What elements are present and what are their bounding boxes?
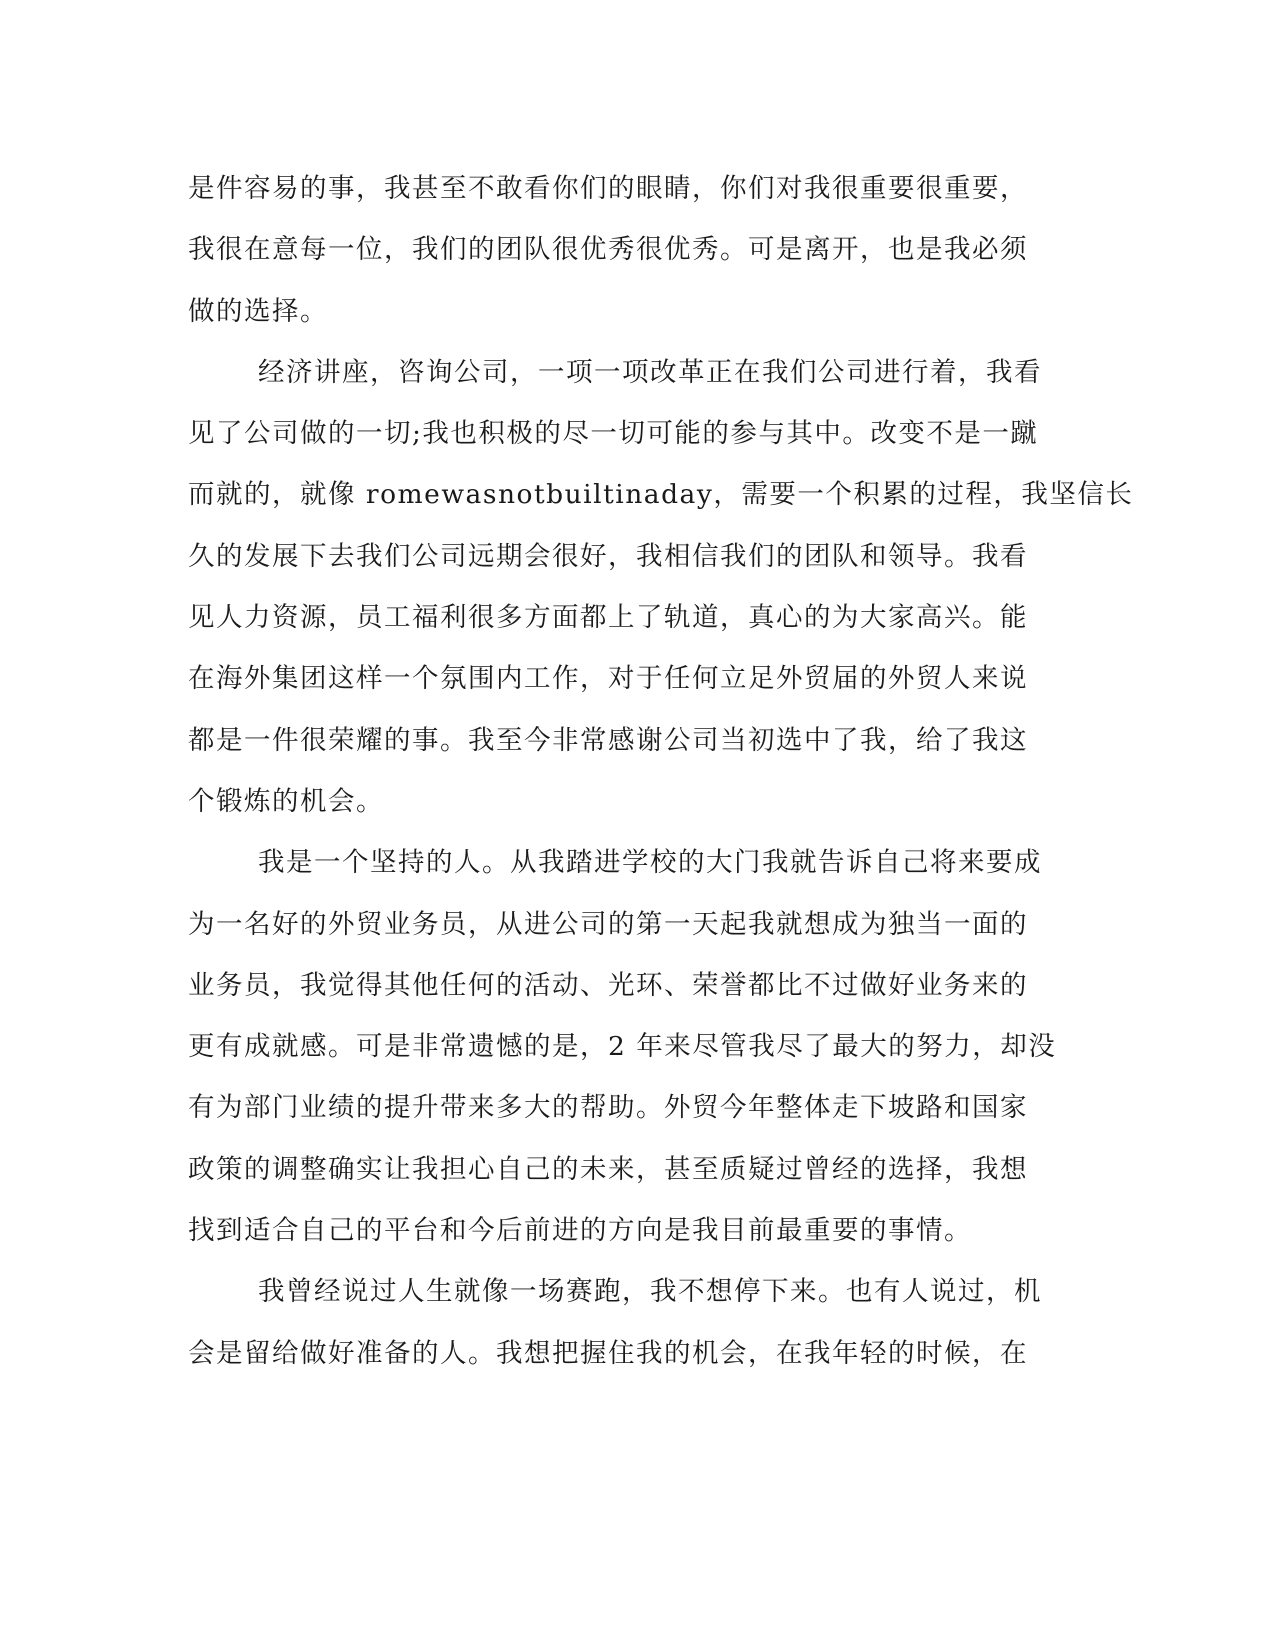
text-line: 都是一件很荣耀的事。我至今非常感谢公司当初选中了我，给了我这: [188, 724, 1028, 756]
text-line: 为一名好的外贸业务员，从进公司的第一天起我就想成为独当一面的: [188, 908, 1028, 940]
text-line: 经济讲座，咨询公司，一项一项改革正在我们公司进行着，我看: [258, 356, 1042, 388]
text-line: 在海外集团这样一个氛围内工作，对于任何立足外贸届的外贸人来说: [188, 663, 1028, 695]
text-line: 业务员，我觉得其他任何的活动、光环、荣誉都比不过做好业务来的: [188, 969, 1028, 1001]
text-line: 会是留给做好准备的人。我想把握住我的机会，在我年轻的时候，在: [188, 1337, 1028, 1369]
text-line: 做的选择。: [188, 295, 328, 327]
text-line: 更有成就感。可是非常遗憾的是，2 年来尽管我尽了最大的努力，却没: [188, 1031, 1057, 1063]
text-line: 个锻炼的机会。: [188, 785, 384, 817]
text-line: 有为部门业绩的提升带来多大的帮助。外贸今年整体走下坡路和国家: [188, 1092, 1028, 1124]
text-line: 见了公司做的一切;我也积极的尽一切可能的参与其中。改变不是一蹴: [188, 418, 1039, 450]
text-line: 政策的调整确实让我担心自己的未来，甚至质疑过曾经的选择，我想: [188, 1153, 1028, 1185]
body-text: [188, 158, 1134, 1384]
text-line: 而就的，就像 romewasnotbuiltinaday，需要一个积累的过程，我坚信长: [188, 479, 1134, 511]
text-line: 我曾经说过人生就像一场赛跑，我不想停下来。也有人说过，机: [258, 1276, 1042, 1308]
text-line: 是件容易的事，我甚至不敢看你们的眼睛，你们对我很重要很重要，: [188, 173, 1028, 204]
text-line: 我很在意每一位，我们的团队很优秀很优秀。可是离开，也是我必须: [188, 234, 1028, 266]
text-line: 找到适合自己的平台和今后前进的方向是我目前最重要的事情。: [188, 1215, 972, 1247]
text-line: 见人力资源，员工福利很多方面都上了轨道，真心的为大家高兴。能: [188, 602, 1028, 634]
text-line: 我是一个坚持的人。从我踏进学校的大门我就告诉自己将来要成: [258, 847, 1042, 879]
text-line: 久的发展下去我们公司远期会很好，我相信我们的团队和领导。我看: [188, 540, 1028, 572]
